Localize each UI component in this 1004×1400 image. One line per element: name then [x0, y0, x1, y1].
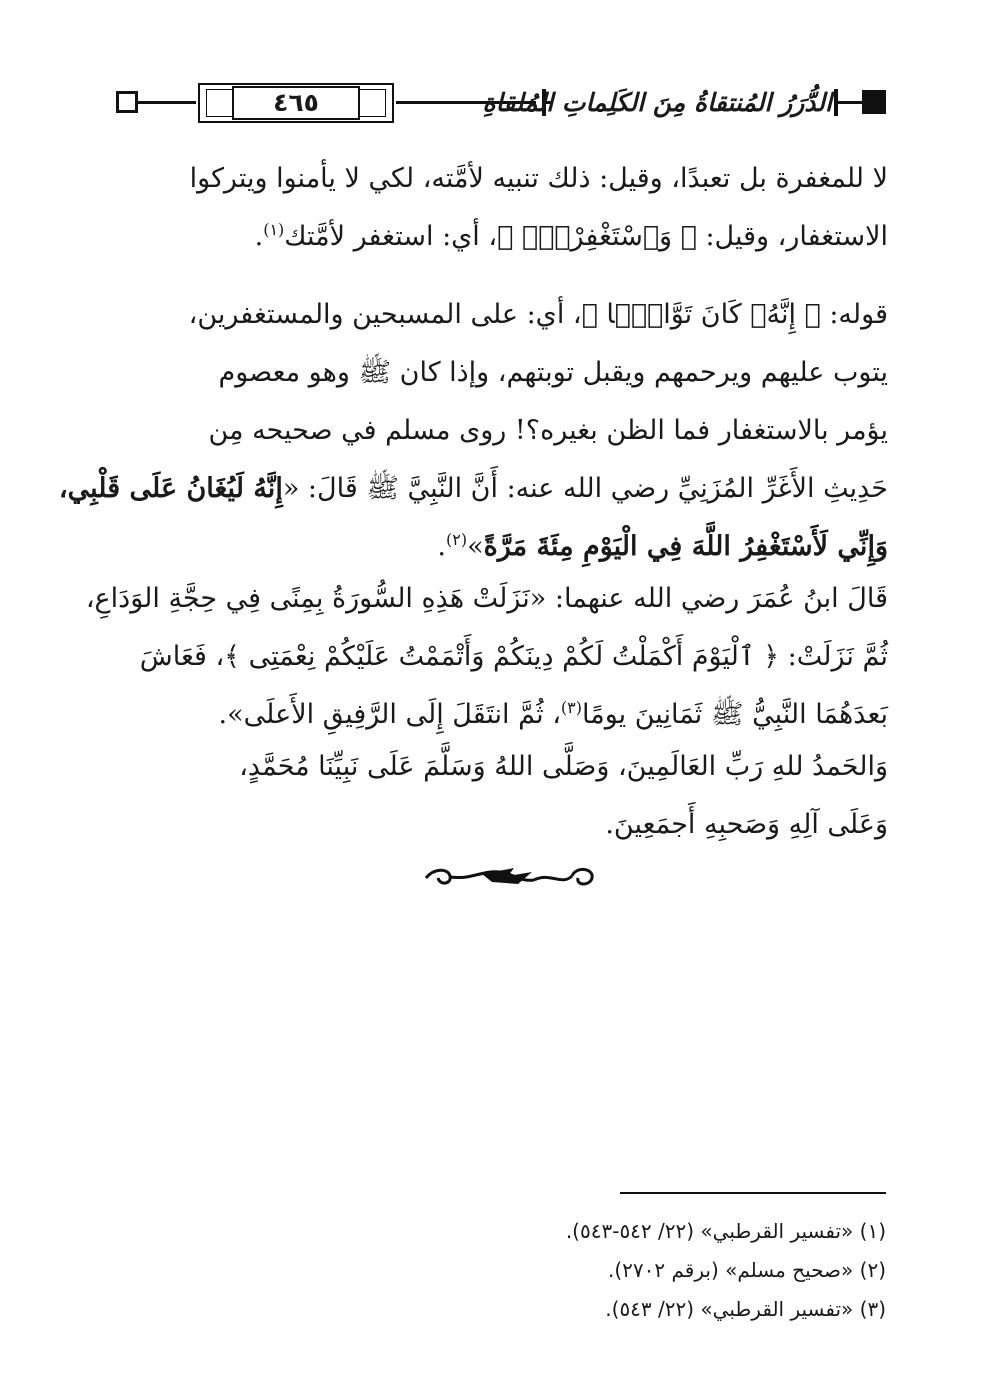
footnote-ref[interactable]: (٢)	[445, 530, 468, 549]
text-run: .	[437, 531, 446, 562]
text-line	[118, 686, 888, 744]
footnotes	[286, 1212, 886, 1329]
text-line: وَعَلَى آلِهِ وَصَحبِهِ أَجمَعِينَ.	[605, 809, 888, 840]
text-line	[118, 518, 888, 576]
paragraph	[58, 286, 888, 576]
text-line: يؤمر بالاستغفار فما الظن بغيره؟! روى مسلم في صحيحه مِن	[208, 415, 888, 446]
text-line	[118, 208, 888, 266]
paragraph	[85, 570, 888, 744]
text-run: الاستغفار، وقيل: ﴿ وَٱسْتَغْفِرْهُۚ ﴾، أي: استغفر لأمَّتك	[284, 221, 888, 252]
book-title: الدُّرَرُ المُنتقاةُ مِنَ الكَلِماتِ المُلقاةِ	[482, 88, 832, 117]
text-line: يتوب عليهم ويرحمهم ويقبل توبتهم، وإذا كان ﷺ وهو معصوم	[218, 357, 888, 388]
text-line: ثُمَّ نَزَلَتْ: ﴿ ٱلْيَوْمَ أَكْمَلْتُ لَكُمْ دِينَكُمْ وَأَتْمَمْتُ عَلَيْكُمْ نِعْمَتِى ﴾، فَعَاشَ	[139, 641, 888, 672]
text-run: حَدِيثِ الأَغَرِّ المُزَنِيِّ رضي الله عنه: أَنَّ النَّبِيَّ ﷺ قَالَ: «	[282, 473, 888, 504]
text-line: قوله: ﴿ إِنَّهُۥ كَانَ تَوَّابًۢا ﴾، أي: على المسبحين والمستغفرين،	[188, 299, 888, 330]
header-rule	[138, 101, 196, 104]
text-line: لا للمغفرة بل تعبدًا، وقيل: ذلك تنبيه لأمَّته، لكي لا يأمنوا ويتركوا	[189, 163, 888, 194]
footnote: (٢) «صحيح مسلم» (برقم ٢٧٠٢).	[607, 1258, 886, 1282]
text-run: .	[254, 221, 264, 252]
paragraph	[118, 150, 888, 266]
footnote-ref[interactable]: (٣)	[560, 698, 583, 717]
paragraph	[118, 738, 888, 854]
footnote-ref[interactable]: (١)	[263, 220, 285, 239]
header-hollow-square-icon	[116, 91, 138, 113]
footnote: (١) «تفسير القرطبي» (٢٢/ ٥٤٢-٥٤٣).	[565, 1219, 886, 1243]
text-line: وَالحَمدُ للهِ رَبِّ العَالَمِينَ، وَصَلَّى اللهُ وَسَلَّمَ عَلَى نَبِيِّنَا مُحَمَّدٍ،	[239, 751, 888, 782]
text-run: ، ثُمَّ انتَقَلَ إِلَى الرَّفِيقِ الأَعلَى».	[218, 699, 561, 730]
hadith-text: وَإِنِّي لَأَسْتَغْفِرُ اللَّهَ فِي الْيَوْمِ مِئَةَ مَرَّةً	[483, 531, 888, 562]
footnote-separator	[620, 1192, 886, 1194]
text-run: »	[467, 531, 484, 562]
running-header	[114, 80, 886, 126]
text-line	[58, 460, 888, 518]
header-rule	[836, 101, 862, 104]
header-solid-square-icon	[862, 90, 886, 114]
text-line: قَالَ ابنُ عُمَرَ رضي الله عنهما: «نَزَلَتْ هَذِهِ السُّورَةُ بِمِنًى فِي حِجَّةِ الوَدَاعِ،	[85, 583, 888, 614]
text-run: بَعدَهُمَا النَّبِيُّ ﷺ ثَمَانِينَ يومًا	[582, 699, 888, 730]
end-flourish-icon	[422, 862, 598, 892]
footnote: (٣) «تفسير القرطبي» (٢٢/ ٥٤٣).	[605, 1297, 886, 1321]
hadith-text: إِنَّهُ لَيُغَانُ عَلَى قَلْبِي،	[58, 473, 283, 504]
page-number: ٤٦٥	[232, 86, 360, 120]
